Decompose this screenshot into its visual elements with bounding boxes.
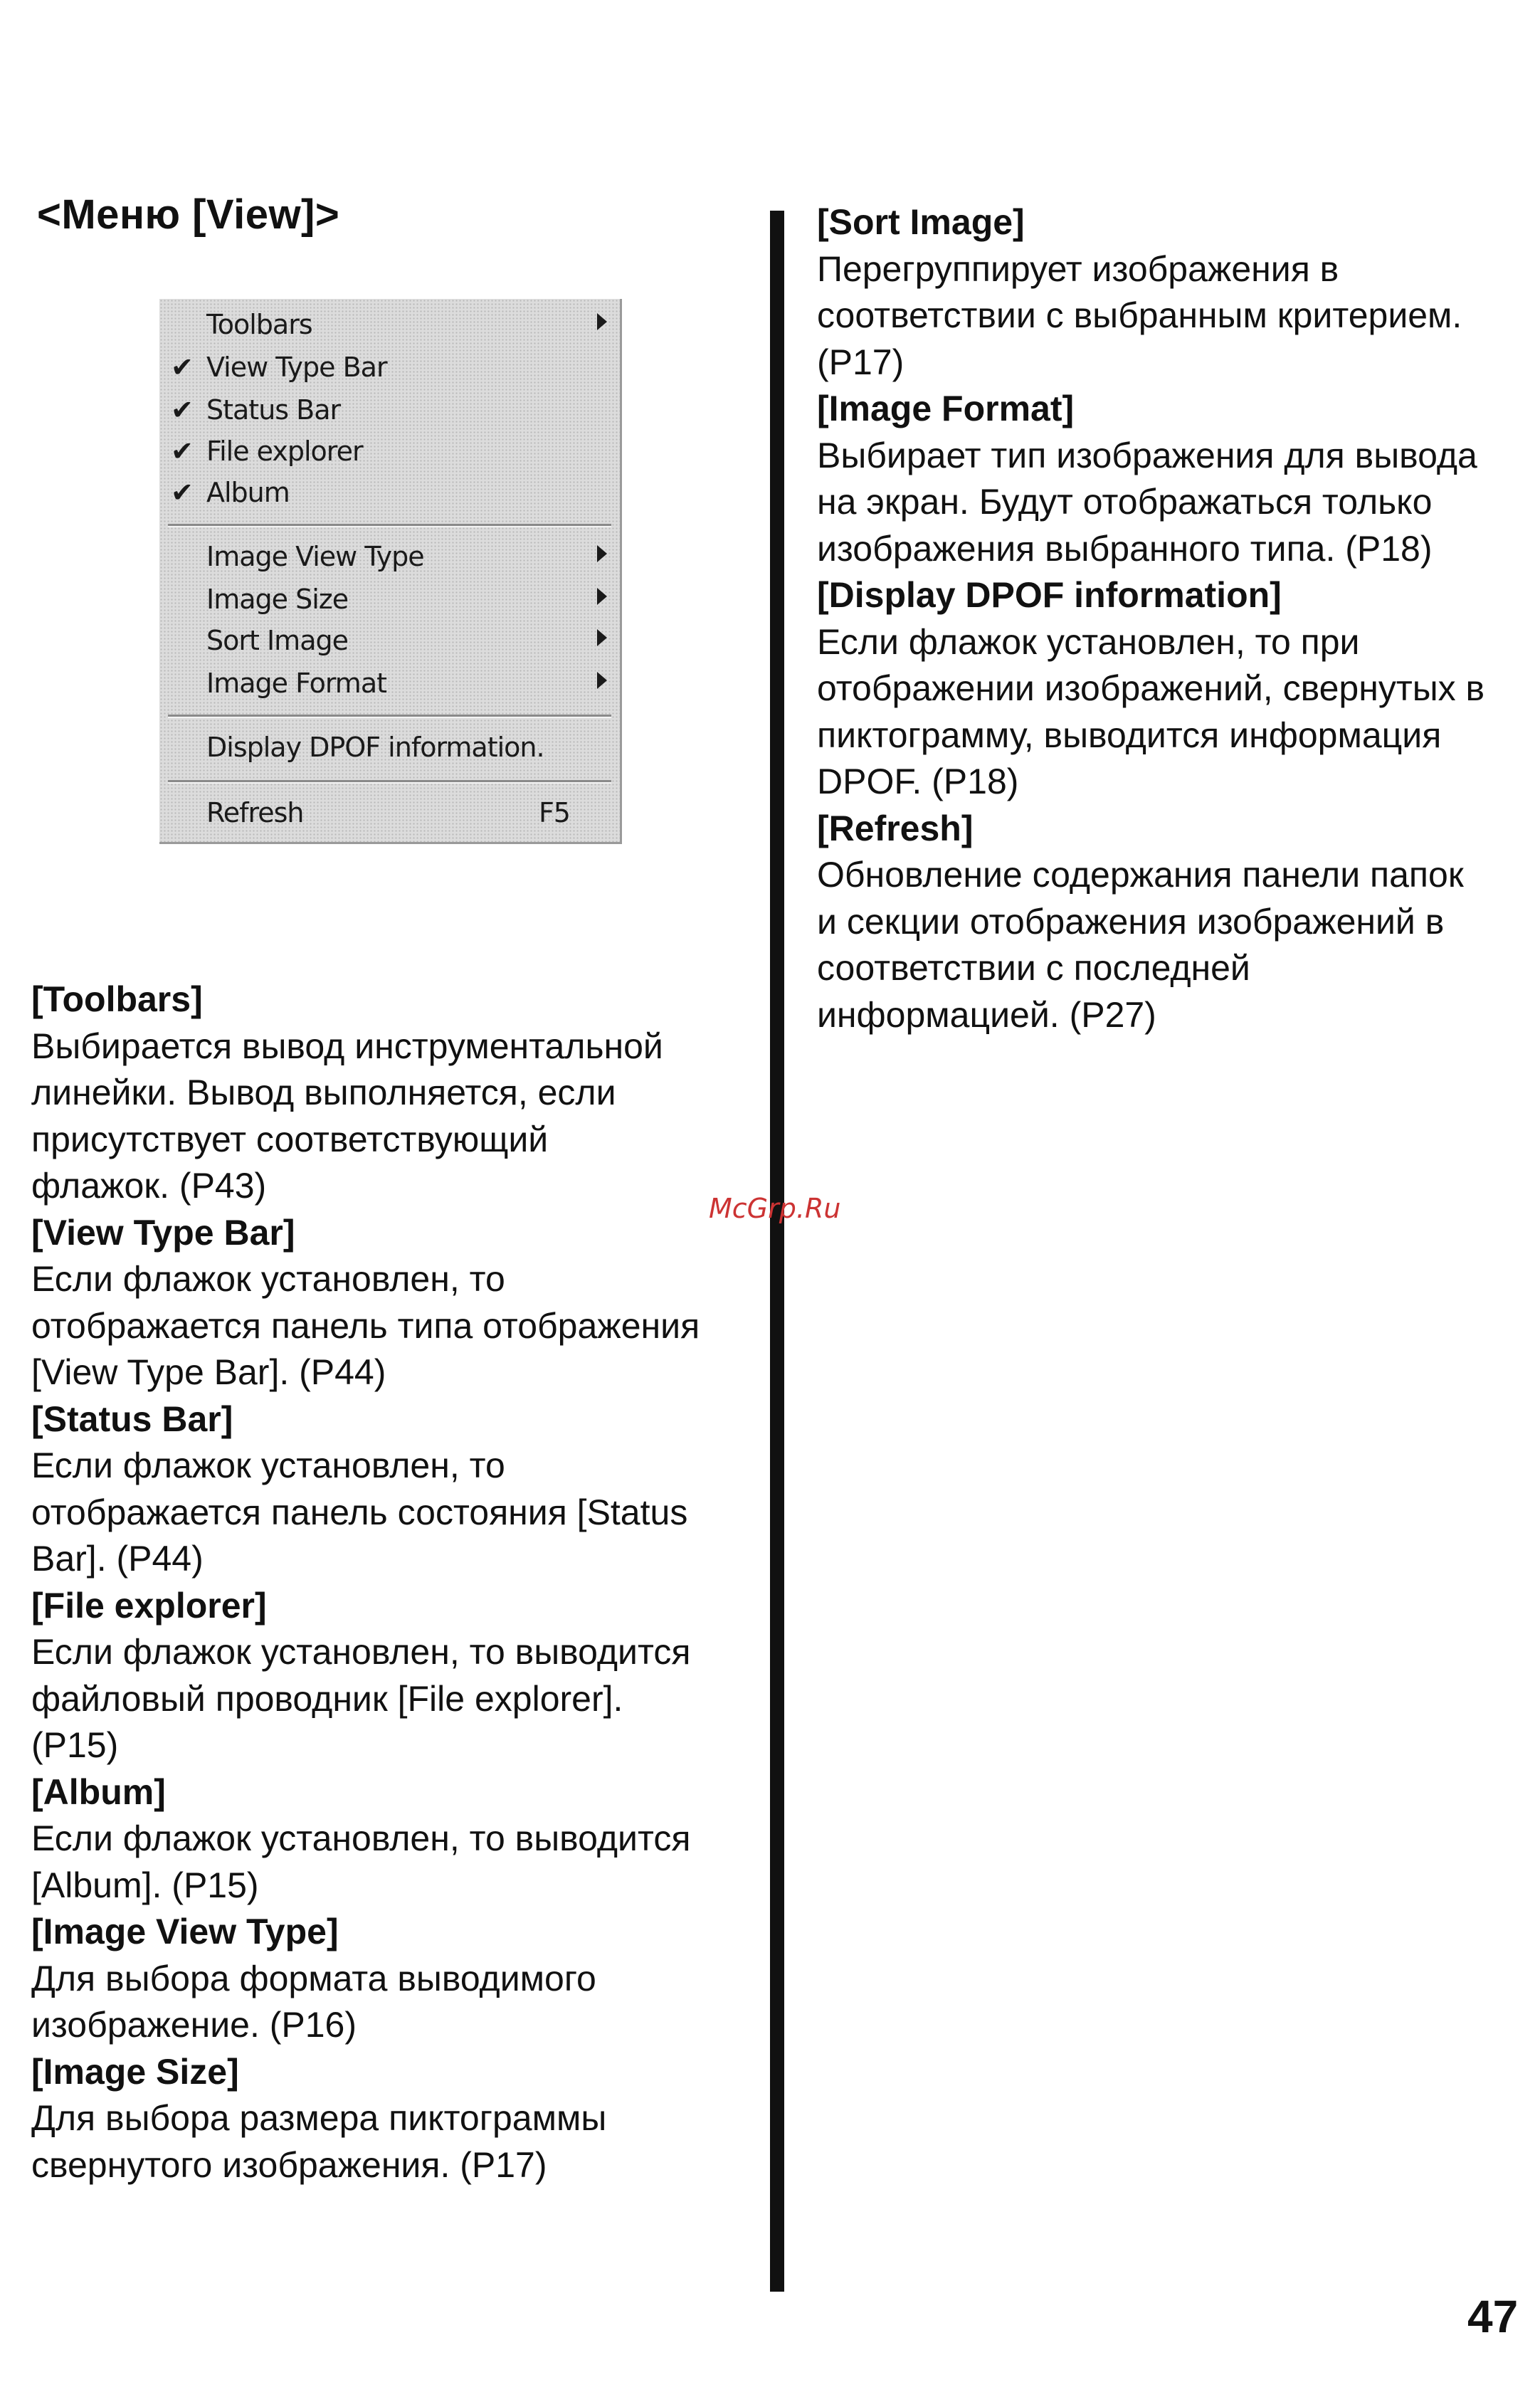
menu-item-label: Toolbars	[206, 309, 312, 340]
entry-description: Если флажок установлен, то выводится файловый проводник [File explorer]. (P15)	[31, 1632, 691, 1765]
watermark: McGrp.Ru	[709, 1193, 841, 1224]
checkmark-icon: ✔	[171, 352, 193, 383]
submenu-arrow-icon	[597, 629, 607, 646]
entry-title: [Album]	[31, 1771, 166, 1812]
menu-separator	[168, 780, 611, 784]
entry-title: [View Type Bar]	[31, 1212, 295, 1253]
submenu-arrow-icon	[597, 313, 607, 330]
entry-description: Обновление содержания панели папок и секции отображения изображений в соответствии с последней информацией. (P27)	[817, 855, 1464, 1035]
menu-item-label: Refresh	[206, 797, 304, 828]
menu-item-shortcut: F5	[538, 797, 570, 828]
checkmark-icon: ✔	[171, 394, 193, 426]
page-title: <Меню [View]>	[37, 191, 340, 238]
menu-item-view-type-bar	[159, 349, 620, 389]
submenu-arrow-icon	[597, 588, 607, 605]
entry-title: [Status Bar]	[31, 1398, 233, 1439]
entry-status-bar	[31, 1396, 764, 1583]
menu-item-label: Image Size	[206, 584, 349, 615]
entry-display-dpof	[817, 572, 1529, 806]
menu-item-label: File explorer	[206, 436, 363, 467]
menu-item-sort-image	[159, 622, 620, 662]
column-divider	[770, 211, 784, 2292]
entry-title: [Image Format]	[817, 389, 1075, 428]
menu-separator	[168, 524, 611, 527]
menu-item-image-view-type	[159, 538, 620, 578]
entry-description: Для выбора формата выводимого изображение. (P16)	[31, 1958, 596, 2045]
menu-item-toolbars	[159, 306, 620, 346]
menu-item-label: Image View Type	[206, 541, 424, 572]
menu-item-label: View Type Bar	[206, 352, 387, 383]
view-menu-screenshot	[159, 299, 622, 844]
menu-item-label: Display DPOF information.	[206, 732, 544, 763]
submenu-arrow-icon	[597, 545, 607, 562]
entry-title: [Image Size]	[31, 2051, 239, 2092]
entry-refresh	[817, 806, 1529, 1039]
checkmark-icon: ✔	[171, 436, 193, 467]
menu-item-album	[159, 474, 620, 514]
menu-item-label: Sort Image	[206, 625, 348, 656]
entry-view-type-bar	[31, 1210, 764, 1396]
entry-title: [Sort Image]	[817, 202, 1025, 242]
entry-description: Выбирает тип изображения для вывода на экран. Будут отображаться только изображения выбранного типа. (P18)	[817, 435, 1477, 569]
menu-separator	[168, 715, 611, 718]
entry-title: [Toolbars]	[31, 979, 203, 1019]
entry-title: [Display DPOF information]	[817, 575, 1282, 615]
menu-item-refresh	[159, 794, 620, 834]
menu-item-display-dpof	[159, 729, 620, 769]
page-number: 47	[1467, 2291, 1519, 2342]
entry-description: Если флажок установлен, то выводится [Album]. (P15)	[31, 1818, 691, 1905]
entry-album	[31, 1769, 764, 1909]
right-text-column	[817, 199, 1529, 1038]
entry-file-explorer	[31, 1583, 764, 1769]
menu-item-image-size	[159, 581, 620, 621]
entry-description: Если флажок установлен, то отображается панель состояния [Status Bar]. (P44)	[31, 1445, 688, 1579]
entry-description: Выбирается вывод инструментальной линейки. Вывод выполняется, если присутствует соответствующий флажок. (P43)	[31, 1026, 663, 1206]
menu-item-label: Album	[206, 477, 290, 508]
checkmark-icon: ✔	[171, 477, 193, 508]
entry-image-size	[31, 2049, 764, 2189]
entry-image-format	[817, 386, 1529, 572]
entry-description: Перегруппирует изображения в соответствии с выбранным критерием. (P17)	[817, 248, 1462, 382]
menu-item-file-explorer	[159, 433, 620, 473]
menu-item-image-format	[159, 665, 620, 705]
menu-item-status-bar	[159, 391, 620, 431]
entry-toolbars	[31, 976, 764, 1210]
entry-description: Если флажок установлен, то отображается панель типа отображения [View Type Bar]. (P44)	[31, 1259, 700, 1392]
menu-item-label: Status Bar	[206, 394, 341, 426]
menu-item-label: Image Format	[206, 668, 386, 699]
entry-sort-image	[817, 199, 1529, 386]
entry-title: [Refresh]	[817, 808, 974, 848]
entry-description: Если флажок установлен, то при отображении изображений, свернутых в пиктограмму, выводится информация DPOF. (P18)	[817, 621, 1485, 801]
left-text-column	[31, 976, 764, 2188]
entry-title: [Image View Type]	[31, 1912, 339, 1951]
entry-description: Для выбора размера пиктограммы свернутого изображения. (P17)	[31, 2098, 607, 2185]
submenu-arrow-icon	[597, 672, 607, 689]
entry-title: [File explorer]	[31, 1585, 267, 1626]
entry-image-view-type	[31, 1909, 764, 2049]
